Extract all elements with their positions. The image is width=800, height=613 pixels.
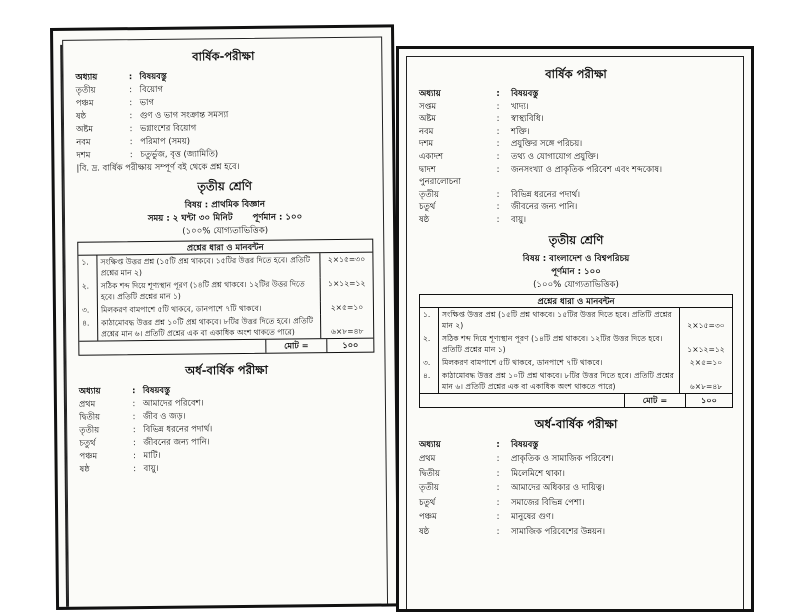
syllabus-row: [419, 125, 733, 138]
chapter-content: মানুষের গুণ।: [511, 511, 554, 522]
chapter-content: মাটি।: [143, 449, 161, 461]
syllabus-row: [419, 213, 733, 226]
half-yearly-syllabus-list: [79, 382, 376, 476]
syllabus-row: [419, 451, 733, 466]
syllabus-row: [80, 460, 376, 476]
subject-line: বিষয় : প্রাথমিক বিজ্ঞান: [184, 199, 266, 211]
separator: :: [496, 496, 500, 507]
syllabus-row: [419, 163, 733, 176]
chapter-content: গুণ ও ভাগ সংক্রান্ত সমস্যা: [139, 109, 229, 121]
row-marks: ৬×৮=৪৮: [321, 314, 374, 339]
row-number: ২.: [420, 332, 439, 356]
chapter-content: শক্তি।: [511, 125, 530, 136]
syllabus-row: [419, 188, 733, 201]
chapter-name: সপ্তম: [419, 100, 437, 111]
chapter-content: বিভিন্ন ধরনের পদার্থ।: [143, 423, 213, 435]
chapter-content: পরিমাপ (সময়): [140, 135, 191, 147]
separator: :: [496, 482, 500, 493]
chapter-name: ষষ্ঠ: [75, 110, 87, 121]
separator: :: [496, 467, 500, 478]
left-page: [50, 24, 400, 610]
table-row: [420, 332, 732, 356]
total-row: [420, 393, 732, 407]
class-title: তৃতীয় শ্রেণি: [548, 232, 604, 247]
chapter-content: জীব ও জড়।: [143, 410, 186, 422]
syllabus-row: [419, 495, 733, 510]
chapter-name: ষষ্ঠ: [419, 213, 430, 224]
separator: :: [133, 463, 137, 474]
chapter-name: অষ্টম: [419, 113, 436, 124]
separator: :: [129, 97, 133, 108]
chapter-name: অধ্যায়: [78, 385, 101, 396]
chapter-name: একাদশ: [419, 150, 444, 161]
table-row: [79, 314, 373, 341]
separator: :: [496, 100, 500, 111]
chapter-name: পঞ্চম: [75, 97, 94, 108]
total-label: মোট =: [624, 394, 686, 407]
row-number: ৪.: [420, 369, 439, 393]
chapter-name: ষষ্ঠ: [419, 525, 430, 536]
competency-basis: (১০০% যোগ্যতাভিত্তিক): [182, 225, 269, 237]
chapter-name: পঞ্চম: [79, 450, 98, 461]
separator: :: [129, 149, 133, 160]
separator: :: [496, 150, 500, 161]
chapter-content: সমাজের বিভিন্ন পেশা।: [511, 496, 585, 507]
total-label: মোট =: [265, 339, 327, 353]
separator: :: [132, 424, 136, 435]
right-page-frame: [406, 56, 744, 612]
syllabus-row: [419, 150, 733, 163]
row-marks: ২×১৫=৩০: [680, 308, 733, 332]
syllabus-row: [419, 466, 733, 481]
row-number: ২.: [79, 280, 98, 304]
table-row: [420, 308, 732, 332]
class-title: তৃতীয় শ্রেণি: [197, 178, 253, 194]
separator: :: [133, 450, 136, 461]
separator: :: [129, 110, 133, 121]
row-marks: ২×৫=১০: [680, 356, 733, 369]
chapter-content: বায়ু।: [511, 213, 527, 224]
separator: :: [496, 138, 500, 149]
chapter-content: জীবনের জন্য পানি।: [511, 201, 578, 212]
syllabus-row: [419, 509, 733, 524]
chapter-content: প্রাকৃতিক ও সামাজিক পরিবেশ।: [511, 453, 614, 464]
chapter-name: দ্বাদশ: [419, 163, 436, 174]
half-yearly-title: অর্ধ-বার্ষিক পরীক্ষা: [534, 416, 618, 431]
row-text: সংক্ষিপ্ত উত্তর প্রশ্ন (১৫টি প্রশ্ন থাকবে। ১৫টির উত্তর দিতে হবে। প্রতিটি প্রশ্নের মান ২): [100, 255, 311, 278]
full-marks-label: পূর্ণমান : ১০০: [252, 212, 303, 223]
separator: :: [496, 163, 500, 174]
chapter-name: নবম: [419, 125, 434, 136]
separator: :: [129, 123, 133, 134]
separator: :: [496, 438, 500, 449]
separator: :: [132, 385, 136, 396]
chapter-content: আমাদের অধিকার ও দায়িত্ব।: [511, 482, 605, 493]
chapter-name: চতুর্থ: [419, 496, 436, 507]
row-text: মিলকরণ বামপাশে ৫টি থাকবে, ডানপাশে ৭টি থাকবে।: [442, 357, 603, 367]
chapter-name: প্রথম: [78, 398, 96, 409]
half-yearly-title: অর্ধ-বার্ষিক পরীক্ষা: [185, 362, 268, 378]
row-text: সংক্ষিপ্ত উত্তর প্রশ্ন (১৫টি প্রশ্ন থাকবে। ১৫টির উত্তর দিতে হবে। প্রতিটি প্রশ্নের মান ২): [442, 309, 672, 330]
separator: :: [496, 188, 500, 199]
separator: :: [496, 213, 500, 224]
subject-line: বিষয় : বাংলাদেশ ও বিশ্বপরিচয়: [522, 253, 630, 264]
total-row: [79, 338, 373, 355]
time-label: সময় : ২ ঘন্টা ৩০ মিনিট: [147, 213, 233, 224]
total-value: ১০০: [342, 339, 359, 350]
chapter-name: পঞ্চম: [419, 511, 437, 522]
chapter-content: স্বাস্থ্যবিধি।: [511, 113, 544, 124]
chapter-content: আমাদের পরিবেশ।: [142, 397, 204, 409]
row-marks: ১×১২=১২: [680, 332, 733, 356]
row-text: কাঠামোবদ্ধ উত্তর প্রশ্ন ১০টি প্রশ্ন থাকবে। ৮টির উত্তর দিতে হবে। প্রতিটি প্রশ্নের মান ৬। প্রতিটি প্রশ্নের এক বা একাধিক অংশ থাকতে পারে): [101, 316, 314, 339]
table-header: প্রশ্নের ধারা ও মানবন্টন: [78, 240, 372, 256]
row-marks: ৬×৮=৪৮: [680, 369, 733, 393]
chapter-name: অধ্যায়: [419, 438, 441, 449]
separator: :: [129, 84, 133, 95]
separator: :: [132, 411, 136, 422]
separator: :: [496, 113, 500, 124]
syllabus-row: [419, 175, 733, 188]
table-row: [420, 356, 732, 369]
syllabus-row: [419, 480, 733, 495]
chapter-content: ভাগ: [139, 96, 155, 108]
row-marks: ১×১২=১২: [320, 277, 373, 302]
chapter-content: চতুর্ভুজ, বৃত্ত (জ্যামিতি): [140, 148, 219, 160]
marks-distribution-table: [77, 239, 374, 356]
question-table: [78, 253, 373, 341]
syllabus-row: [419, 100, 733, 113]
syllabus-row: [419, 524, 733, 539]
syllabus-row: [419, 112, 733, 125]
table-row: [420, 369, 732, 393]
row-number: ৩.: [79, 304, 98, 317]
separator: :: [496, 453, 500, 464]
chapter-content: বিষয়বস্তু: [511, 88, 539, 98]
chapter-content: জীবনের জন্য পানি।: [143, 436, 210, 448]
left-page-frame: [62, 37, 388, 610]
chapter-name: তৃতীয়: [75, 84, 96, 95]
separator: :: [496, 88, 500, 98]
chapter-content: জনসংখ্যা ও প্রাকৃতিক পরিবেশ এবং শব্দকোষ।: [511, 163, 662, 174]
chapter-content: বিষয়বস্তু: [142, 384, 171, 396]
chapter-content: বিষয়বস্তু: [139, 70, 167, 82]
row-number: ৩.: [420, 356, 439, 369]
annual-exam-title: বার্ষিক পরীক্ষা: [545, 67, 607, 81]
separator: :: [129, 136, 133, 147]
row-text: কাঠামোবদ্ধ উত্তর প্রশ্ন ১০টি প্রশ্ন থাকবে। ৮টির উত্তর দিতে হবে। প্রতিটি প্রশ্নের মান ৬। প্রতিটি প্রশ্নের এক বা একাধিক অংশ থাকতে পারে): [442, 370, 674, 391]
chapter-content: খাদ্য।: [511, 100, 529, 111]
row-text: সঠিক শব্দ দিয়ে শূণ্যস্থান পূরণ (১৪টি প্রশ্ন থাকবে। ১২টির উত্তর দিতে হবে। প্রতিটি প্রশ্নের মান ১): [100, 279, 305, 302]
chapter-name: অধ্যায়: [419, 88, 441, 98]
chapter-name: তৃতীয়: [419, 188, 439, 199]
table-row: [79, 277, 373, 304]
chapter-content: প্রযুক্তির সঙ্গে পরিচয়।: [511, 138, 583, 149]
chapter-content: ভগ্নাংশের বিয়োগ: [140, 122, 197, 134]
chapter-content: বিষয়বস্তু: [511, 438, 539, 449]
syllabus-row: [419, 437, 733, 452]
annual-syllabus-list: [419, 87, 733, 226]
chapter-name: অধ্যায়: [75, 71, 98, 82]
row-marks: ২×১৫=৩০: [320, 253, 373, 278]
separator: :: [496, 525, 500, 536]
right-page: [396, 46, 754, 612]
row-number: ১.: [420, 308, 439, 332]
chapter-name: দ্বিতীয়: [419, 467, 440, 478]
syllabus-row: [419, 87, 733, 100]
separator: :: [496, 125, 500, 136]
separator: :: [496, 201, 500, 212]
full-marks-label: পূর্ণমান : ১০০: [551, 266, 601, 277]
chapter-content: সামাজিক পরিবেশের উন্নয়ন।: [511, 525, 605, 536]
syllabus-row: [419, 200, 733, 213]
total-value: ১০০: [701, 394, 717, 405]
table-row: [78, 253, 372, 280]
row-text: মিলকরণ বামপাশে ৫টি থাকবে, ডানপাশে ৭টি থাকবে।: [100, 303, 262, 315]
separator: :: [132, 398, 136, 409]
chapter-name: দশম: [419, 138, 434, 149]
chapter-content: বিয়োগ: [139, 83, 163, 95]
annual-syllabus-list: [75, 68, 372, 175]
question-table: [420, 308, 732, 393]
chapter-name: তৃতীয়: [419, 482, 439, 493]
chapter-content: মিলেমিশে থাকা।: [511, 467, 565, 478]
row-marks: ২×৫=১০: [320, 301, 373, 315]
row-text: সঠিক শব্দ দিয়ে শূণ্যস্থান পূরণ (১৪টি প্রশ্ন থাকবে। ১২টির উত্তর দিতে হবে। প্রতিটি প্রশ্নের মান ১): [442, 333, 663, 354]
exam-note: |বি. দ্র. বার্ষিক পরীক্ষায় সম্পূর্ণ বই থেকে প্রশ্ন হবে।: [76, 161, 240, 173]
separator: :: [128, 71, 133, 82]
chapter-name: ষষ্ঠ: [79, 463, 90, 474]
chapter-name: প্রথম: [419, 453, 436, 464]
marks-distribution-table: [419, 294, 733, 408]
syllabus-row: [419, 137, 733, 150]
row-number: ৪.: [79, 317, 98, 341]
chapter-name: চতুর্থ: [79, 437, 96, 448]
separator: :: [132, 437, 136, 448]
row-number: ১.: [78, 256, 97, 280]
chapter-content: বিভিন্ন ধরনের পদার্থ।: [511, 188, 581, 199]
chapter-name: নবম: [76, 136, 91, 147]
half-yearly-syllabus-list: [419, 437, 733, 539]
chapter-name: অষ্টম: [76, 123, 94, 134]
annual-exam-title: বার্ষিক-পরীক্ষা: [192, 48, 255, 64]
chapter-content: তথ্য ও যোগাযোগ প্রযুক্তি।: [511, 150, 599, 161]
chapter-name: দ্বিতীয়: [79, 411, 101, 422]
chapter-name: দশম: [76, 149, 91, 160]
table-header: প্রশ্নের ধারা ও মানবন্টন: [420, 295, 732, 308]
chapter-content: বায়ু।: [143, 462, 159, 474]
chapter-name: তৃতীয়: [79, 424, 100, 435]
competency-basis: (১০০% যোগ্যতাভিত্তিক): [533, 279, 619, 290]
chapter-name: চতুর্থ: [419, 201, 436, 212]
separator: :: [496, 511, 500, 522]
chapter-name: পুনরালোচনা: [419, 176, 461, 187]
